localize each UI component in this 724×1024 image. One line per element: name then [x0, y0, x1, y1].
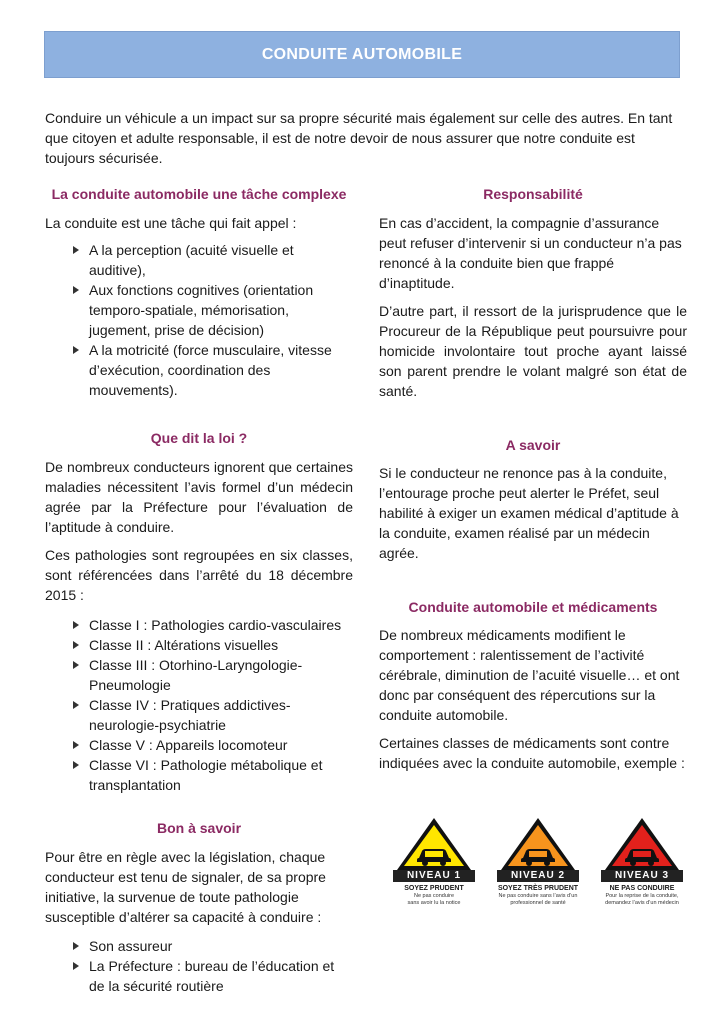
section-medication [379, 597, 687, 773]
heading-responsibility: Responsabilité [483, 186, 583, 202]
bullet-arrow-icon [73, 641, 79, 649]
list-item: Classe I : Pathologies cardio-vasculaires [45, 615, 353, 635]
heading-good-to-know: Bon à savoir [156, 820, 242, 836]
section-law [45, 428, 353, 795]
bullet-arrow-icon [73, 741, 79, 749]
list-item: A la motricité (force musculaire, vitesse d’exécution, coordination des mouvements). [45, 340, 353, 400]
level-note-line-2: demandez l’avis d’un médecin [605, 899, 679, 906]
law-paragraph-1: De nombreux conducteurs ignorent que certaines maladies nécessitent l’avis formel d’un médecin agrée par la Préfecture pour l’évaluation de l’aptitude à conduire. [45, 459, 353, 535]
responsibility-paragraph-2: D’autre part, il ressort de la jurisprudence que le Procureur de la République peut poursuivre pour homicide involontaire tout proche ayant laissé son parent prendre le volant malgré son état de santé. [379, 303, 687, 399]
heading-law: Que dit la loi ? [150, 430, 248, 446]
good-to-know-paragraph: Pour être en règle avec la législation, chaque conducteur est tenu de signaler, de sa propre initiative, la survenue de toute pathologie susceptible d’altérer sa capacité à conduire : [45, 849, 326, 925]
heading-to-know: A savoir [505, 437, 561, 453]
pathology-classes-list [45, 615, 353, 795]
bullet-arrow-icon [73, 942, 79, 950]
level-advice: NE PAS CONDUIRE [609, 885, 675, 892]
bullet-arrow-icon [73, 701, 79, 709]
section-to-know [379, 435, 687, 563]
list-item: Classe IV : Pratiques addictives-neurologie-psychiatrie [45, 695, 353, 735]
list-item: Classe II : Altérations visuelles [45, 635, 353, 655]
report-to-list [45, 936, 353, 996]
level-advice: SOYEZ PRUDENT [404, 885, 464, 892]
level-note-line-2: sans avoir lu la notice [407, 899, 461, 906]
level-label: NIVEAU 1 [393, 870, 475, 882]
pictogram-level-2 [492, 816, 584, 916]
heading-complex-task: La conduite automobile une tâche complexe [51, 186, 347, 202]
level-label: NIVEAU 2 [497, 870, 579, 882]
level-note-line-1: Ne pas conduire [413, 893, 455, 899]
complex-task-list [45, 240, 353, 400]
bullet-arrow-icon [73, 246, 79, 254]
medication-level-pictograms [388, 816, 688, 916]
to-know-paragraph: Si le conducteur ne renonce pas à la conduite, l’entourage proche peut alerter le Préfet, seul habilité à exiger un examen médical d’aptitude à la conduite, examen réalisé par un médecin agrée. [379, 465, 679, 561]
section-responsibility [379, 184, 687, 401]
warning-triangle-car-icon [603, 816, 681, 872]
list-item: Son assureur [45, 936, 353, 956]
bullet-arrow-icon [73, 621, 79, 629]
medication-paragraph-1: De nombreux médicaments modifient le comportement : ralentissement de l’activité cérébrale, diminution de l’acuité visuelle… et ont donc par conséquent des répercutions sur la conduite automobile. [379, 627, 680, 723]
bullet-arrow-icon [73, 346, 79, 354]
heading-medication: Conduite automobile et médicaments [408, 599, 658, 615]
bullet-arrow-icon [73, 761, 79, 769]
pictogram-level-3 [596, 816, 688, 916]
responsibility-paragraph-1: En cas d’accident, la compagnie d’assurance peut refuser d’intervenir si un conducteur n’a pas renoncé à la conduite bien que frappé d’inaptitude. [379, 215, 682, 291]
medication-paragraph-2: Certaines classes de médicaments sont contre indiquées avec la conduite automobile, exemple : [379, 735, 685, 771]
level-note-line-2: professionnel de santé [510, 899, 566, 906]
list-item: Classe VI : Pathologie métabolique et transplantation [45, 755, 353, 795]
warning-triangle-car-icon [395, 816, 473, 872]
level-label: NIVEAU 3 [601, 870, 683, 882]
page-title: CONDUITE AUTOMOBILE [261, 45, 463, 63]
level-note-line-1: Pour la reprise de la conduite, [605, 893, 679, 899]
section-good-to-know [45, 818, 353, 996]
bullet-arrow-icon [73, 286, 79, 294]
list-item: La Préfecture : bureau de l’éducation et de la sécurité routière [45, 956, 353, 996]
list-item: Classe V : Appareils locomoteur [45, 735, 353, 755]
level-advice: SOYEZ TRÈS PRUDENT [497, 885, 579, 892]
bullet-arrow-icon [73, 661, 79, 669]
title-banner [44, 31, 680, 78]
bullet-arrow-icon [73, 962, 79, 970]
intro-paragraph: Conduire un véhicule a un impact sur sa propre sécurité mais également sur celle des autres. En tant que citoyen et adulte responsable, il est de notre devoir de nous assurer que notre conduite est toujours sécurisée. [45, 110, 673, 166]
list-item: Classe III : Otorhino-Laryngologie-Pneumologie [45, 655, 353, 695]
section-complex-task [45, 184, 353, 400]
law-paragraph-2: Ces pathologies sont regroupées en six classes, sont référencées dans l’arrêté du 18 décembre 2015 : [45, 547, 353, 603]
list-item: A la perception (acuité visuelle et auditive), [45, 240, 353, 280]
level-note-line-1: Ne pas conduire sans l’avis d’un [498, 893, 578, 899]
pictogram-level-1 [388, 816, 480, 916]
warning-triangle-car-icon [499, 816, 577, 872]
complex-task-lead: La conduite est une tâche qui fait appel : [45, 215, 297, 231]
list-item: Aux fonctions cognitives (orientation temporo-spatiale, mémorisation, jugement, prise de décision) [45, 280, 353, 340]
